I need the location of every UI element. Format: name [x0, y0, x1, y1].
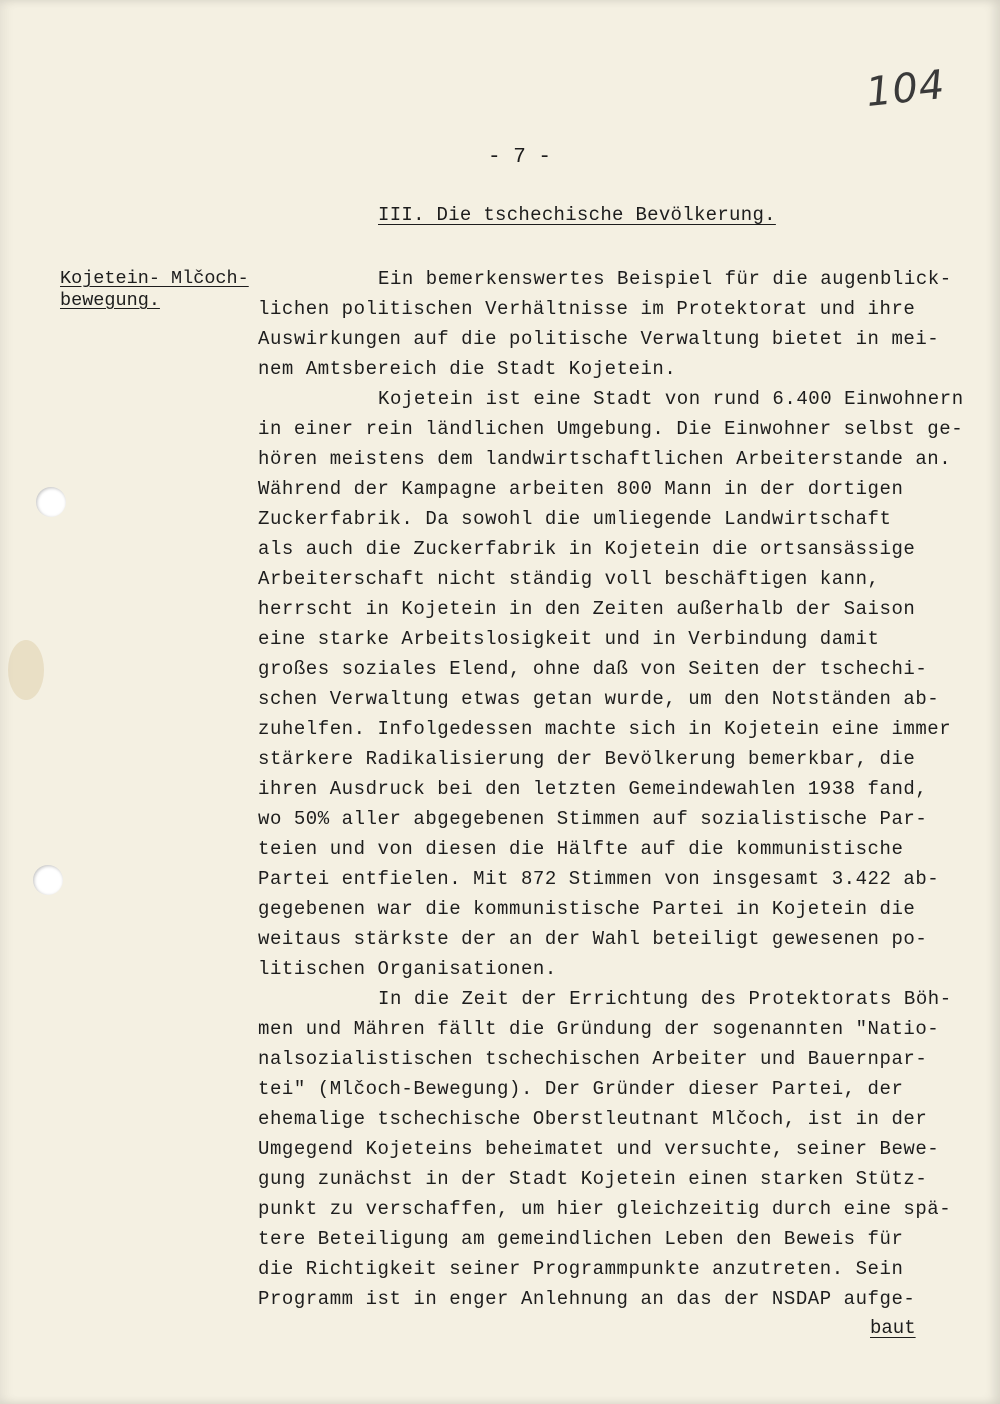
body-line: in einer rein ländlichen Umgebung. Die Einwohner selbst ge- [258, 418, 964, 440]
body-line: Ein bemerkenswertes Beispiel für die augenblick- [378, 268, 952, 290]
catchword: baut [870, 1317, 916, 1339]
body-line: ehemalige tschechische Oberstleutnant Mlčoch, ist in der [258, 1108, 928, 1130]
body-line: nalsozialistischen tschechischen Arbeiter und Bauernpar- [258, 1048, 928, 1070]
body-line: eine starke Arbeitslosigkeit und in Verbindung damit [258, 628, 880, 650]
body-line: herrscht in Kojetein in den Zeiten außerhalb der Saison [258, 598, 916, 620]
body-line: die Richtigkeit seiner Programmpunkte anzutreten. Sein [258, 1258, 904, 1280]
body-line: stärkere Radikalisierung der Bevölkerung bemerkbar, die [258, 748, 916, 770]
punch-hole-bottom [33, 865, 63, 895]
body-line: litischen Organisationen. [258, 958, 557, 980]
body-line: zuhelfen. Infolgedessen machte sich in Kojetein eine immer [258, 718, 952, 740]
body-line: Während der Kampagne arbeiten 800 Mann in der dortigen [258, 478, 904, 500]
margin-note [60, 268, 249, 312]
body-line: Zuckerfabrik. Da sowohl die umliegende Landwirtschaft [258, 508, 892, 530]
paper-stain [8, 640, 44, 700]
body-line: Kojetein ist eine Stadt von rund 6.400 Einwohnern [378, 388, 964, 410]
punch-hole-top [36, 487, 66, 517]
body-line: schen Verwaltung etwas getan wurde, um den Notständen ab- [258, 688, 940, 710]
body-line: weitaus stärkste der an der Wahl beteiligt gewesenen po- [258, 928, 928, 950]
body-line: großes soziales Elend, ohne daß von Seiten der tschechi- [258, 658, 928, 680]
body-line: lichen politischen Verhältnisse im Protektorat und ihre [258, 298, 916, 320]
body-line: Partei entfielen. Mit 872 Stimmen von insgesamt 3.422 ab- [258, 868, 940, 890]
body-line: Arbeiterschaft nicht ständig voll beschäftigen kann, [258, 568, 880, 590]
body-line: gung zunächst in der Stadt Kojetein einen starken Stütz- [258, 1168, 928, 1190]
body-line: In die Zeit der Errichtung des Protektorats Böh- [378, 988, 952, 1010]
body-line: ihren Ausdruck bei den letzten Gemeindewahlen 1938 fand, [258, 778, 928, 800]
body-line: Auswirkungen auf die politische Verwaltung bietet in mei- [258, 328, 940, 350]
section-heading: III. Die tschechische Bevölkerung. [378, 204, 776, 226]
body-line: punkt zu verschaffen, um hier gleichzeitig durch eine spä- [258, 1198, 952, 1220]
body-line: hören meistens dem landwirtschaftlichen Arbeiterstande an. [258, 448, 952, 470]
body-line: men und Mähren fällt die Gründung der sogenannten "Natio- [258, 1018, 940, 1040]
handwritten-folio-number: 104 [863, 61, 948, 117]
body-line: tei" (Mlčoch-Bewegung). Der Gründer dieser Partei, der [258, 1078, 904, 1100]
margin-note-line: bewegung. [60, 290, 160, 311]
body-line: gegebenen war die kommunistische Partei in Kojetein die [258, 898, 916, 920]
margin-note-line: Kojetein- Mlčoch- [60, 268, 249, 289]
body-line: Programm ist in enger Anlehnung an das der NSDAP aufge- [258, 1288, 916, 1310]
body-line: Umgegend Kojeteins beheimatet und versuchte, seiner Bewe- [258, 1138, 940, 1160]
body-line: nem Amtsbereich die Stadt Kojetein. [258, 358, 677, 380]
page-number: - 7 - [488, 146, 552, 169]
body-line: teien und von diesen die Hälfte auf die kommunistische [258, 838, 904, 860]
body-line: tere Beteiligung am gemeindlichen Leben den Beweis für [258, 1228, 904, 1250]
body-line: als auch die Zuckerfabrik in Kojetein die ortsansässige [258, 538, 916, 560]
body-line: wo 50% aller abgegebenen Stimmen auf sozialistische Par- [258, 808, 928, 830]
